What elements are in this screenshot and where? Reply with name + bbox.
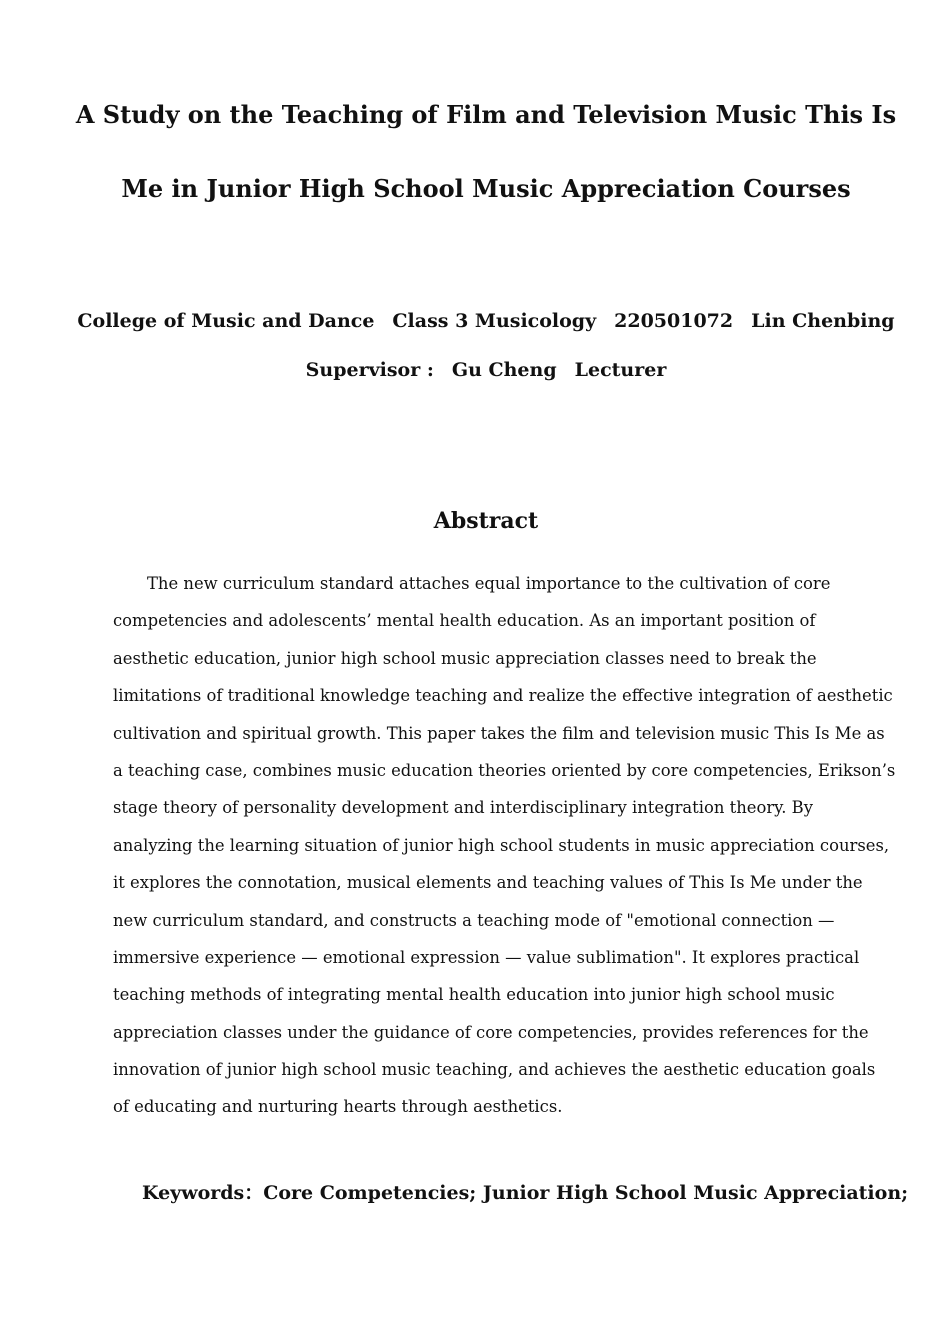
paper-title-line-1: A Study on the Teaching of Film and Television Music This Is (75, 100, 897, 129)
abstract-line: appreciation classes under the guidance of core competencies, provides references for the (113, 1022, 869, 1042)
author-class: Class 3 Musicology (392, 310, 597, 332)
abstract-line: of educating and nurturing hearts through aesthetics. (113, 1097, 563, 1117)
paper-title-line-2: Me in Junior High School Music Appreciation Courses (121, 174, 851, 203)
abstract-line: limitations of traditional knowledge teaching and realize the effective integration of aesthetic (113, 686, 893, 706)
abstract-line: aesthetic education, junior high school music appreciation classes need to break the (113, 648, 817, 668)
abstract-line: new curriculum standard, and constructs a teaching mode of "emotional connection — (113, 910, 835, 930)
keywords (142, 1178, 908, 1205)
abstract-line: cultivation and spiritual growth. This paper takes the film and television music This Is Me as (113, 723, 885, 743)
supervisor-name: Gu Cheng (451, 359, 557, 381)
abstract-line: it explores the connotation, musical elements and teaching values of This Is Me under the (113, 873, 863, 893)
abstract-line: competencies and adolescents’ mental health education. As an important position of (113, 611, 816, 631)
abstract-heading: Abstract (433, 508, 539, 534)
author-college: College of Music and Dance (77, 310, 375, 332)
abstract-line: The new curriculum standard attaches equal importance to the cultivation of core (147, 574, 831, 593)
abstract-line: innovation of junior high school music teaching, and achieves the aesthetic education goals (113, 1060, 876, 1080)
abstract-body (113, 565, 896, 1126)
author-info (0, 310, 950, 332)
keywords-text: Core Competencies; Junior High School Music Appreciation; (263, 1182, 909, 1204)
abstract-line: teaching methods of integrating mental health education into junior high school music (113, 985, 835, 1005)
abstract-line: analyzing the learning situation of junior high school students in music appreciation courses, (113, 835, 890, 855)
supervisor-label: Supervisor : (305, 359, 434, 381)
keywords-label: Keywords： (142, 1182, 264, 1204)
supervisor-title: Lecturer (574, 359, 667, 381)
abstract-line: immersive experience — emotional expression — value sublimation". It explores practical (113, 947, 860, 967)
author-name: Lin Chenbing (751, 310, 895, 332)
abstract-line: stage theory of personality development and interdisciplinary integration theory. By (113, 798, 813, 818)
supervisor-info (0, 359, 950, 381)
author-student-id: 220501072 (614, 310, 734, 332)
abstract-line: a teaching case, combines music education theories oriented by core competencies, Erikson’s (113, 760, 896, 780)
